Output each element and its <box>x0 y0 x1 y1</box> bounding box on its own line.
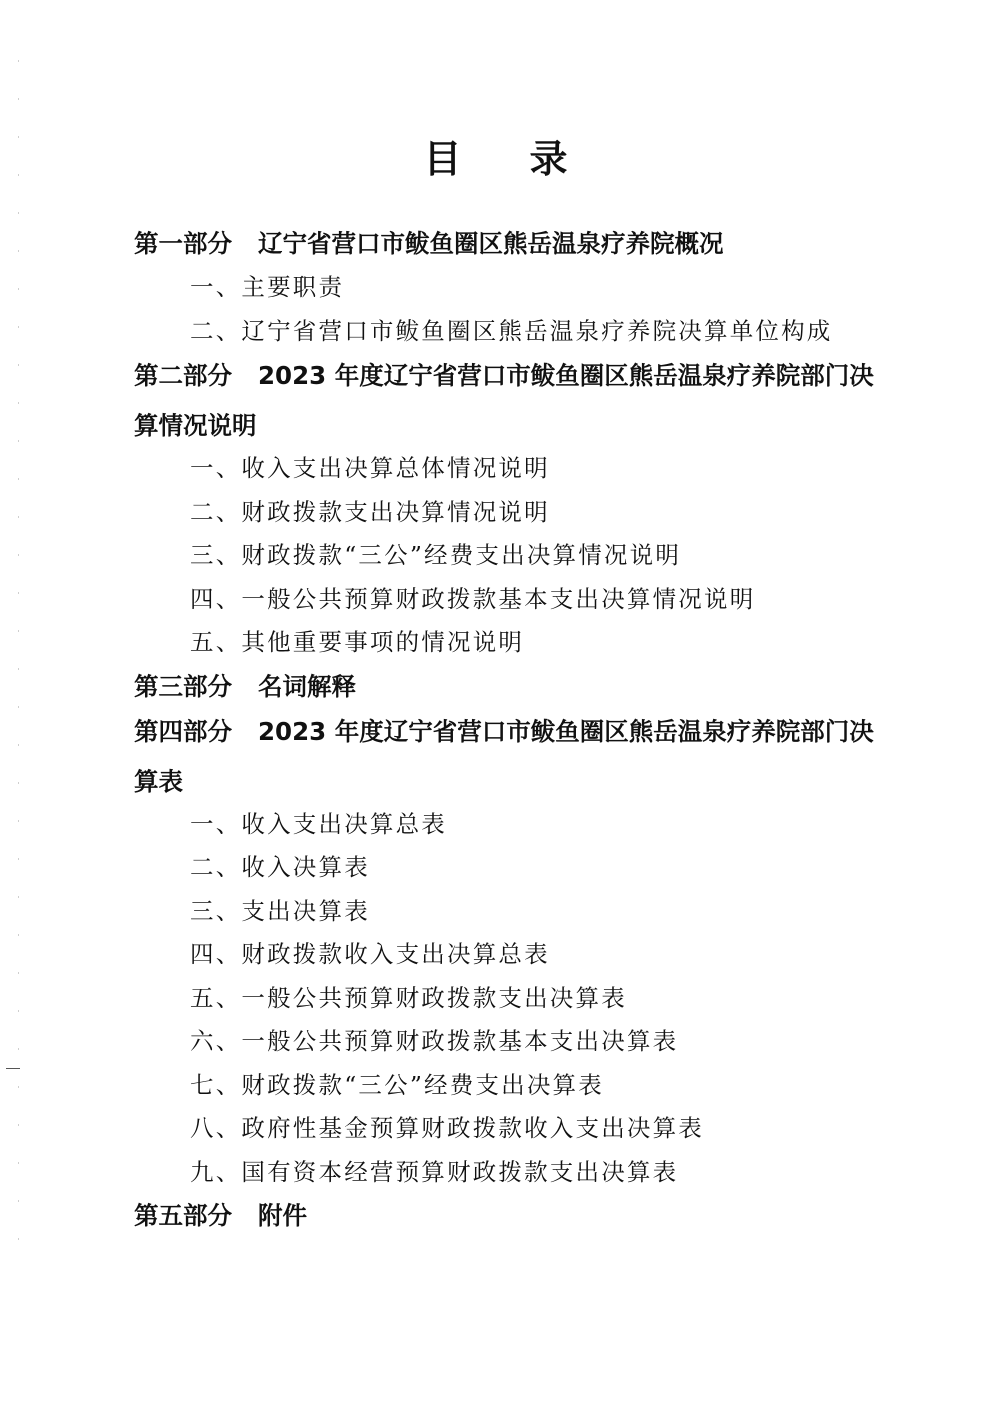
toc-part-text: 2023 年度辽宁省营口市鲅鱼圈区熊岳温泉疗养院部门决算表 <box>134 716 874 796</box>
toc-part-label: 第四部分 <box>134 716 232 746</box>
toc-part-1 <box>134 222 894 266</box>
toc-item: 五、一般公共预算财政拨款支出决算表 <box>190 983 627 1012</box>
toc-item: 五、其他重要事项的情况说明 <box>190 628 525 656</box>
toc-item: 八、政府性基金预算财政拨款收入支出决算表 <box>190 1114 704 1142</box>
title-char-1: 目 <box>423 137 462 181</box>
toc-part-text: 附件 <box>258 1201 307 1230</box>
title-char-2: 录 <box>529 137 568 181</box>
toc-item: 四、一般公共预算财政拨款基本支出决算情况说明 <box>190 584 756 613</box>
toc-item: 六、一般公共预算财政拨款基本支出决算表 <box>190 1027 679 1055</box>
toc-part-text: 辽宁省营口市鲅鱼圈区熊岳温泉疗养院概况 <box>258 229 724 258</box>
toc-item: 二、辽宁省营口市鲅鱼圈区熊岳温泉疗养院决算单位构成 <box>190 316 833 345</box>
toc-part-3 <box>134 665 894 709</box>
toc-item: 一、收入支出决算总表 <box>190 809 447 838</box>
toc-part-4 <box>134 707 894 807</box>
toc-item: 四、财政拨款收入支出决算总表 <box>190 940 550 968</box>
toc-part-label: 第三部分 <box>134 671 232 701</box>
toc-item: 七、财政拨款“三公”经费支出决算表 <box>190 1070 604 1099</box>
table-of-contents <box>134 222 894 1238</box>
toc-item: 二、收入决算表 <box>190 853 370 881</box>
toc-part-label: 第一部分 <box>134 229 232 258</box>
toc-item: 三、支出决算表 <box>190 896 370 925</box>
toc-item: 一、收入支出决算总体情况说明 <box>190 454 550 482</box>
toc-item: 二、财政拨款支出决算情况说明 <box>190 497 550 526</box>
toc-item: 三、财政拨款“三公”经费支出决算情况说明 <box>190 541 682 569</box>
toc-part-label: 第五部分 <box>134 1201 232 1230</box>
page-title <box>0 128 991 183</box>
scan-margin-mark <box>6 1068 20 1069</box>
toc-part-label: 第二部分 <box>134 361 232 390</box>
toc-item: 九、国有资本经营预算财政拨款支出决算表 <box>190 1157 679 1186</box>
toc-part-5 <box>134 1194 894 1238</box>
toc-part-text: 名词解释 <box>258 671 356 701</box>
toc-item: 一、主要职责 <box>190 273 345 301</box>
toc-part-2 <box>134 351 894 451</box>
toc-part-text: 2023 年度辽宁省营口市鲅鱼圈区熊岳温泉疗养院部门决算情况说明 <box>134 361 874 440</box>
scan-edge-marks <box>18 60 19 1260</box>
